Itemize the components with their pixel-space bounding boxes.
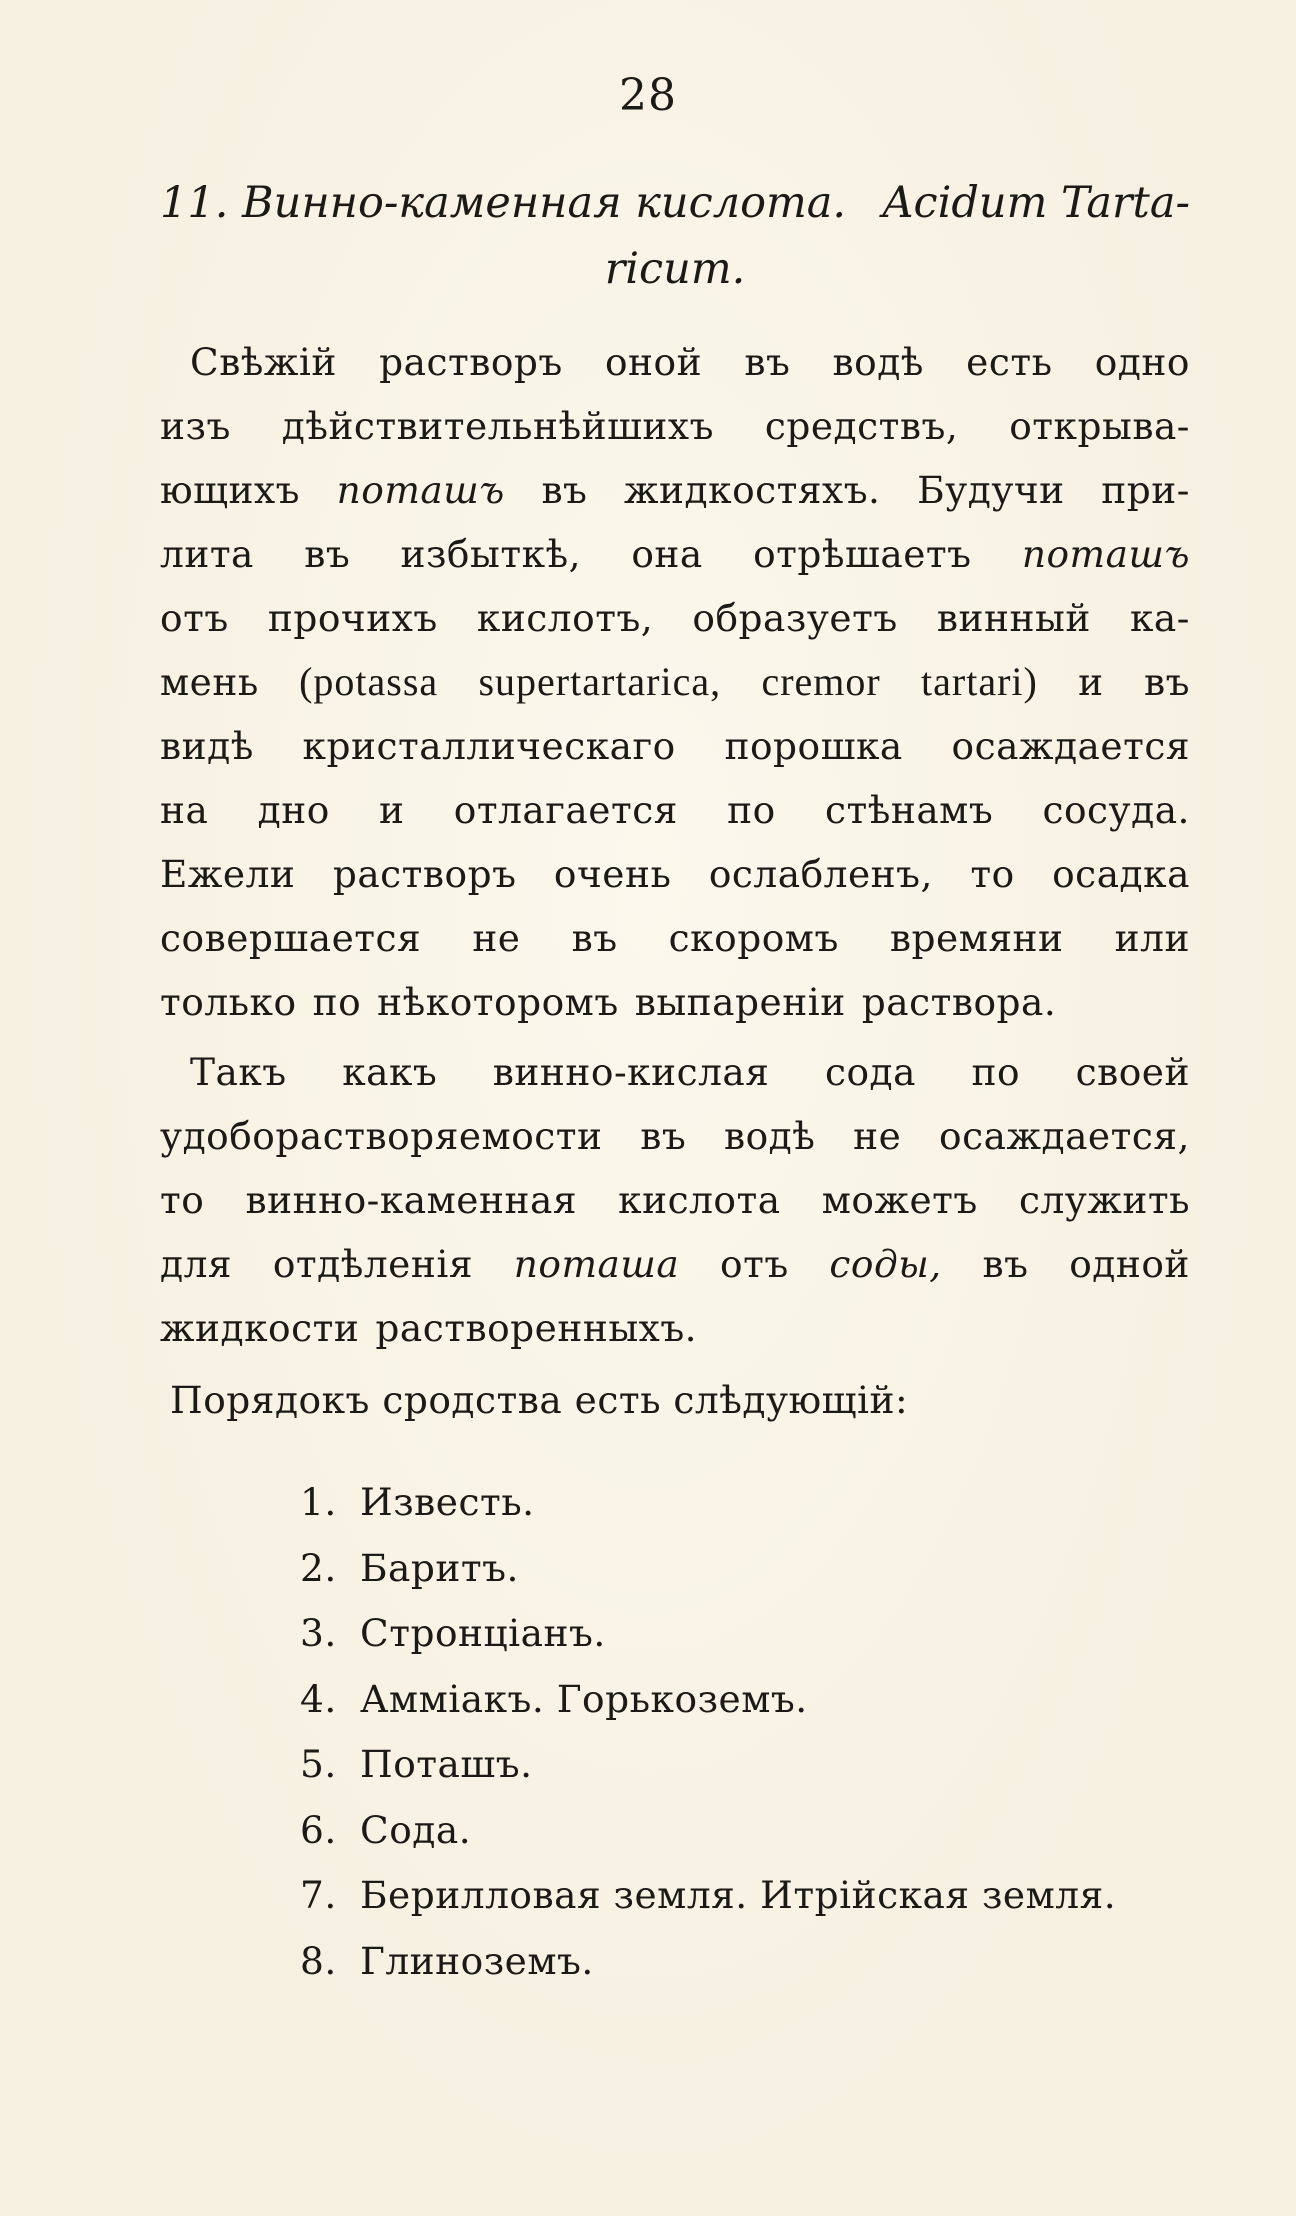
word: есть [966, 340, 1053, 384]
word: въ [1143, 660, 1190, 704]
word: одной [1069, 1242, 1190, 1286]
text-line [160, 1040, 1190, 1104]
word: Такъ [190, 1050, 287, 1094]
list-item-number: 3. [300, 1611, 337, 1655]
word: при- [1101, 468, 1190, 512]
word: соды, [829, 1242, 942, 1286]
word: въ [744, 340, 791, 384]
text-line [160, 330, 1190, 394]
word: по [727, 788, 776, 832]
word: (potassa [299, 659, 439, 704]
text-line [160, 1168, 1190, 1232]
word: кислотъ, [476, 596, 654, 640]
page-number: 28 [619, 70, 677, 121]
word: жидкостяхъ. [624, 468, 881, 512]
word: Свѣжій [190, 340, 337, 384]
word: въ [304, 532, 351, 576]
text-line [160, 970, 1190, 1034]
affinity-order-title: Порядокъ сродства есть слѣдующій: [170, 1378, 909, 1422]
word: отрѣшаетъ [753, 532, 972, 576]
word: совершается [160, 916, 422, 960]
list-item [300, 1863, 1116, 1929]
word: отлагается [453, 788, 678, 832]
word: винный [936, 596, 1091, 640]
word: можетъ [821, 1178, 978, 1222]
list-item-text: Стронціанъ. [360, 1611, 606, 1655]
word: винно-кислая [492, 1050, 770, 1094]
word: нѣкоторомъ [377, 980, 619, 1024]
word: какъ [342, 1050, 438, 1094]
word: на [160, 788, 209, 832]
word: растворъ [379, 340, 563, 384]
word: лита [160, 532, 254, 576]
word: ющихъ [160, 468, 301, 512]
word: жидкости [160, 1306, 360, 1350]
word: въ [982, 1242, 1029, 1286]
word: времяни [889, 916, 1064, 960]
heading-line-2: ricum. [604, 244, 746, 294]
text-line [160, 778, 1190, 842]
text-line [160, 714, 1190, 778]
list-item-number: 5. [300, 1742, 337, 1786]
word: дѣйствительнѣйшихъ [281, 404, 714, 448]
list-item-number: 2. [300, 1545, 337, 1590]
word: cremor [761, 659, 881, 704]
word: то [970, 852, 1015, 896]
heading-line-1 [160, 170, 1190, 236]
text-line [160, 842, 1190, 906]
word: выпареніи [634, 980, 846, 1024]
word: очень [553, 852, 672, 896]
word: не [472, 916, 521, 960]
list-item-text: Глиноземъ. [360, 1938, 594, 1983]
list-item [300, 1667, 1116, 1733]
word: мень [160, 660, 259, 704]
word: осаждается [951, 724, 1190, 768]
word: средствъ, [764, 404, 959, 448]
word: въ [571, 916, 618, 960]
word: раствора. [861, 980, 1057, 1024]
text-line [160, 906, 1190, 970]
heading-title: 11. Винно-каменная кислота. [160, 178, 847, 228]
word: своей [1075, 1050, 1190, 1094]
list-item [300, 1601, 1116, 1667]
text-line [160, 1296, 1190, 1360]
word: удоборастворяемости [160, 1114, 603, 1158]
word: винно-каменная [245, 1178, 577, 1222]
word: не [853, 1114, 902, 1158]
word: кислота [618, 1178, 781, 1222]
heading-latin: Acidum Tarta- [882, 178, 1190, 228]
list-item-number: 6. [300, 1807, 337, 1852]
word: поташъ [1021, 532, 1190, 576]
word: избыткѣ, [400, 532, 582, 576]
word: порошка [724, 724, 903, 768]
word: водѣ [832, 340, 924, 384]
list-item-text: Сода. [360, 1807, 472, 1852]
word: осадка [1052, 852, 1190, 896]
word: открыва- [1009, 404, 1190, 448]
word: растворъ [332, 852, 517, 896]
list-item-text: Аммiакъ. Горькоземъ. [360, 1676, 808, 1721]
section-heading [160, 170, 1190, 302]
word: по [971, 1050, 1021, 1094]
word: скоромъ [668, 916, 839, 960]
list-item-number: 8. [300, 1938, 337, 1983]
word: одно [1094, 340, 1190, 384]
word: tartari) [921, 659, 1038, 704]
list-item-text: Берилловая земля. Итрiйская земля. [360, 1873, 1117, 1917]
list-item [300, 1732, 1116, 1798]
word: оной [604, 340, 703, 384]
word: отъ [720, 1242, 789, 1286]
word: отъ [160, 596, 229, 640]
paragraph-1 [160, 330, 1190, 1034]
word: поташа [513, 1242, 680, 1286]
paragraph-2 [160, 1040, 1190, 1360]
text-line [160, 1104, 1190, 1168]
text-line [160, 394, 1190, 458]
word: сосуда. [1042, 788, 1190, 832]
word: дно [257, 788, 330, 832]
list-item-text: Поташъ. [360, 1742, 533, 1786]
word: Будучи [917, 468, 1065, 512]
word: растворенныхъ. [375, 1306, 698, 1350]
word: supertartarica, [478, 659, 722, 704]
list-item-text: Известь. [360, 1480, 535, 1524]
word: ка- [1129, 596, 1190, 640]
list-item [300, 1929, 1116, 1995]
word: въ [640, 1114, 687, 1158]
text-line [160, 1232, 1190, 1296]
list-item-number: 7. [300, 1873, 337, 1917]
word: Ежели [160, 852, 296, 896]
list-item [300, 1798, 1116, 1864]
word: осаждается, [939, 1114, 1190, 1158]
word: кристаллическаго [302, 724, 676, 768]
word: по [312, 980, 362, 1024]
word: стѣнамъ [824, 788, 994, 832]
list-item-number: 4. [300, 1676, 337, 1721]
word: или [1114, 916, 1190, 960]
word: и [379, 788, 405, 832]
word: для [160, 1242, 233, 1286]
list-item [300, 1470, 1116, 1536]
word: образуетъ [692, 596, 898, 640]
word: въ [541, 468, 588, 512]
affinity-list [300, 1470, 1116, 1994]
word: видѣ [160, 724, 254, 768]
text-line [160, 650, 1190, 714]
word: только [160, 980, 297, 1024]
list-item-text: Баритъ. [360, 1545, 519, 1590]
list-item-number: 1. [300, 1480, 337, 1524]
word: изъ [160, 404, 231, 448]
word: то [160, 1178, 205, 1222]
list-item [300, 1536, 1116, 1602]
text-line [160, 586, 1190, 650]
word: служить [1018, 1178, 1190, 1222]
word: водѣ [723, 1114, 816, 1158]
text-line [160, 458, 1190, 522]
word: и [1078, 660, 1104, 704]
word: отдѣленія [272, 1242, 473, 1286]
text-line [160, 522, 1190, 586]
word: сода [824, 1050, 916, 1094]
word: прочихъ [267, 596, 438, 640]
word: поташъ [336, 468, 505, 512]
word: ослабленъ, [708, 852, 933, 896]
word: она [631, 532, 703, 576]
